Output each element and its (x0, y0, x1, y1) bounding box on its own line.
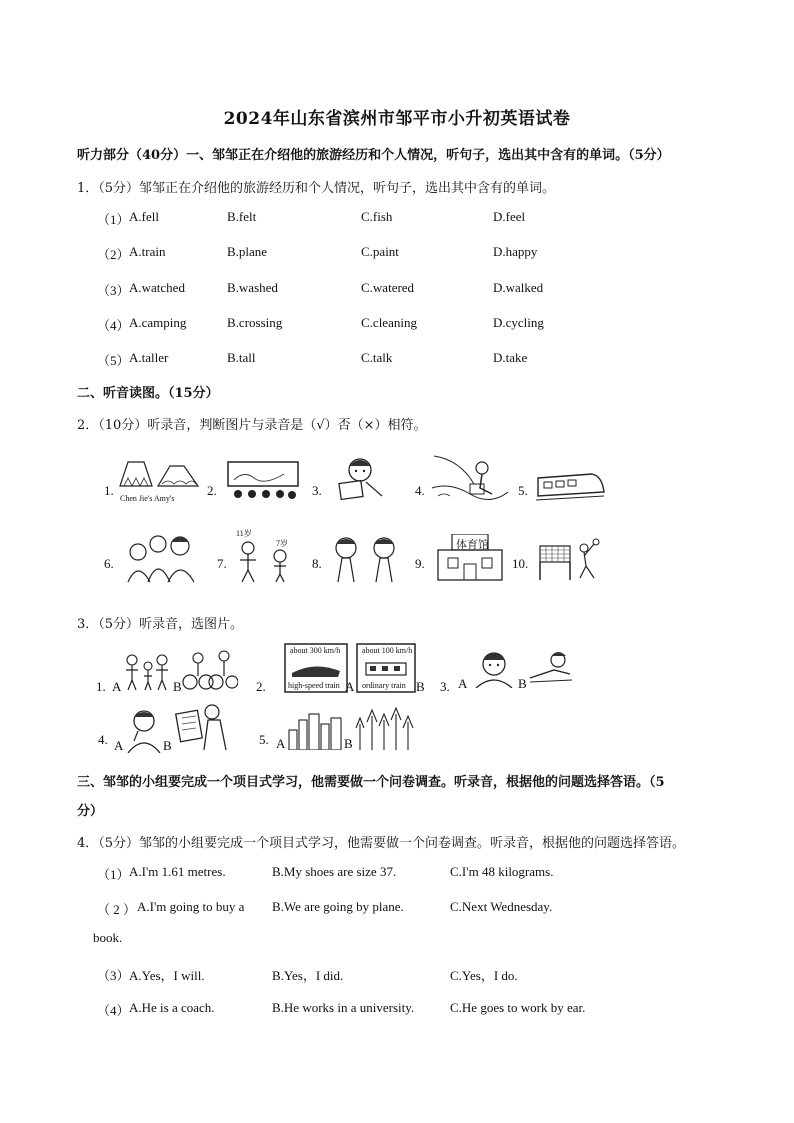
q3-number: 1. (96, 679, 106, 694)
q2-number: 9. (415, 556, 425, 571)
train-type-label: high-speed train (288, 681, 340, 690)
section3-header: 三、邹邹的小组要完成一个项目式学习，他需要做一个问卷调查。听录音，根据他的问题选择答语。（5 (77, 775, 665, 790)
option-b[interactable]: B.We are going by plane. (272, 899, 404, 914)
option-a[interactable]: A.camping (129, 315, 187, 330)
option-c[interactable]: C.Next Wednesday. (450, 899, 553, 914)
q1-row-number: （1） (97, 212, 130, 227)
option-b[interactable]: B.felt (227, 209, 257, 224)
boy-lying-picture (528, 650, 574, 686)
option-b-label[interactable]: B (416, 679, 425, 694)
q4-row-number: （ 2 ） (97, 902, 137, 917)
option-c[interactable]: C.I'm 48 kilograms. (450, 864, 554, 879)
option-a[interactable]: A.I'm going to buy a (137, 899, 245, 914)
option-b[interactable]: B.Yes，I did. (272, 968, 344, 983)
option-b-label[interactable]: B (344, 736, 353, 751)
skirts-picture (118, 458, 204, 503)
q1-row-number: （5） (97, 353, 130, 368)
option-a-label[interactable]: A (345, 679, 355, 694)
train-picture (534, 470, 606, 502)
cinema-picture (224, 460, 302, 502)
fishing-picture (430, 454, 510, 502)
q4-stem: 4．（5分）邹邹的小组要完成一个项目式学习，他需要做一个问卷调查。听录音，根据他的问题选择答语。 (77, 836, 686, 851)
ordinary-train-sign[interactable] (356, 643, 416, 693)
option-a[interactable]: A.Yes，I will. (129, 968, 205, 983)
gym-sign: 体育馆 (456, 538, 489, 551)
q3-number: 2. (256, 679, 266, 694)
option-d[interactable]: D.happy (493, 244, 538, 259)
speed-label: about 300 km/h (290, 646, 341, 655)
q2-number: 1. (104, 483, 114, 498)
option-c[interactable]: C.Yes，I do. (450, 968, 518, 983)
gym-building-picture (434, 534, 508, 584)
option-b[interactable]: B.crossing (227, 315, 283, 330)
option-b[interactable]: B.tall (227, 350, 256, 365)
section1-header: 听力部分（40分）一、邹邹正在介绍他的旅游经历和个人情况，听句子，选出其中含有的单词。（5分） (77, 148, 670, 163)
section2-header: 二、听音读图。（15分） (77, 386, 219, 401)
option-b-label[interactable]: B (173, 679, 182, 694)
option-a[interactable]: A.taller (129, 350, 169, 365)
q2-number: 6. (104, 556, 114, 571)
option-a[interactable]: A.I'm 1.61 metres. (129, 864, 226, 879)
q3-stem: 3．（5分）听录音，选图片。 (77, 617, 244, 632)
option-d[interactable]: D.feel (493, 209, 526, 224)
option-b[interactable]: B.He works in a university. (272, 1000, 415, 1015)
q4-row-number: （4） (97, 1003, 130, 1018)
girl-reading-picture (326, 456, 390, 502)
option-a[interactable]: A.He is a coach. (129, 1000, 215, 1015)
option-c[interactable]: C.He goes to work by ear. (450, 1000, 586, 1015)
boy-portrait-picture (472, 648, 516, 688)
q3-number: 3. (440, 679, 450, 694)
option-a[interactable]: A.watched (129, 280, 185, 295)
option-a-label[interactable]: A (458, 676, 468, 691)
man-thinking-picture (124, 707, 164, 753)
option-a[interactable]: A.fell (129, 209, 159, 224)
option-c[interactable]: C.watered (361, 280, 415, 295)
q3-number: 5. (259, 732, 269, 747)
family-picture (124, 532, 198, 584)
q2-number: 2. (207, 483, 217, 498)
city-buildings-picture (287, 710, 343, 750)
q2-number: 8. (312, 556, 322, 571)
q2-number: 4. (415, 483, 425, 498)
option-d[interactable]: D.cycling (493, 315, 544, 330)
age-label: 7岁 (276, 539, 288, 548)
option-a-label[interactable]: A (112, 679, 122, 694)
option-b-label[interactable]: B (163, 738, 172, 753)
high-speed-train-sign[interactable] (284, 643, 348, 693)
option-a-continued[interactable]: book. (93, 930, 123, 945)
q2-number: 5. (518, 483, 528, 498)
option-c[interactable]: C.paint (361, 244, 399, 259)
badminton-picture (536, 538, 602, 582)
cycling-family-picture (182, 650, 238, 692)
two-girls-picture (328, 534, 404, 584)
forest-picture (354, 704, 416, 750)
option-d[interactable]: D.take (493, 350, 528, 365)
q1-row-number: （2） (97, 247, 130, 262)
man-reading-newspaper-picture (174, 702, 230, 752)
section3-header-cont: 分） (77, 804, 104, 819)
option-b[interactable]: B.washed (227, 280, 278, 295)
option-a[interactable]: A.train (129, 244, 166, 259)
option-c[interactable]: C.cleaning (361, 315, 417, 330)
q4-row-number: （1） (97, 867, 130, 882)
option-c[interactable]: C.fish (361, 209, 393, 224)
q2-stem: 2．（10分）听录音，判断图片与录音是（√）否（×）相符。 (77, 418, 427, 433)
q4-row-number: （3） (97, 968, 130, 983)
q1-row-number: （3） (97, 283, 130, 298)
q2-number: 7. (217, 556, 227, 571)
q1-stem: 1．（5分）邹邹正在介绍他的旅游经历和个人情况，听句子，选出其中含有的单词。 (77, 181, 556, 196)
option-a-label[interactable]: A (276, 736, 286, 751)
option-b[interactable]: B.plane (227, 244, 268, 259)
option-a-label[interactable]: A (114, 738, 124, 753)
kids-age-picture (232, 528, 296, 584)
q3-number: 4. (98, 732, 108, 747)
speed-label: about 100 km/h (362, 646, 413, 655)
age-label: 11岁 (236, 529, 252, 538)
q2-number: 10. (512, 556, 529, 571)
train-type-label: ordinary train (362, 681, 406, 690)
page-title: 2024年山东省滨州市邹平市小升初英语试卷 (223, 109, 571, 129)
option-b[interactable]: B.My shoes are size 37. (272, 864, 397, 879)
walking-family-picture (124, 652, 172, 692)
option-d[interactable]: D.walked (493, 280, 544, 295)
q2-number: 3. (312, 483, 322, 498)
q1-row-number: （4） (97, 318, 130, 333)
option-b-label[interactable]: B (518, 676, 527, 691)
skirts-caption: Chen Jie's Amy's (120, 494, 175, 503)
option-c[interactable]: C.talk (361, 350, 393, 365)
